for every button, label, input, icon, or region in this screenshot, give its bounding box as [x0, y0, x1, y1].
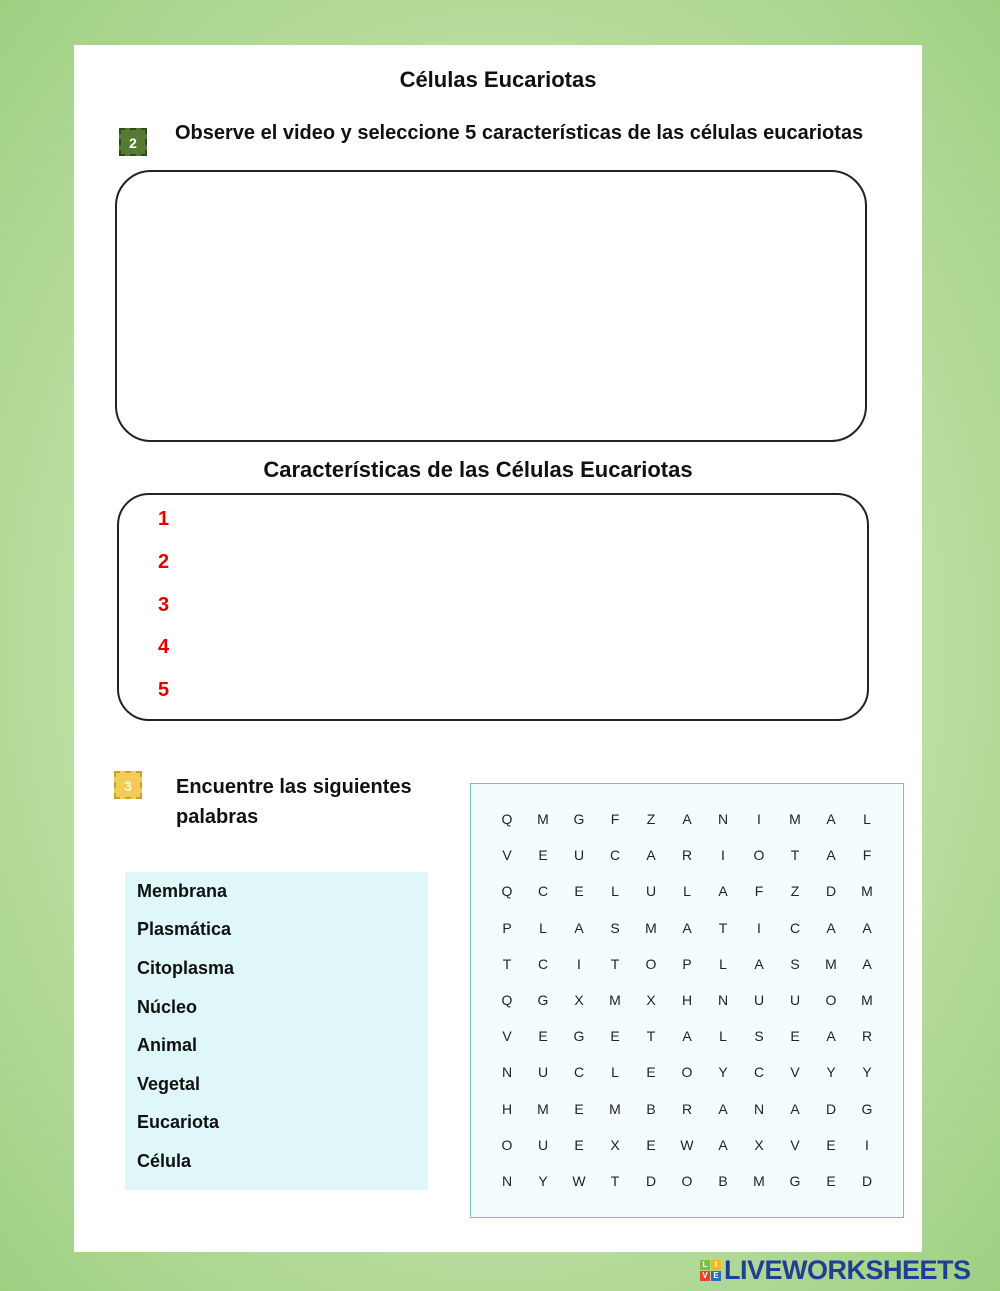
grid-letter[interactable]: U	[753, 992, 765, 1008]
grid-letter[interactable]: E	[826, 1136, 836, 1153]
liveworksheets-logo	[700, 1254, 971, 1286]
grid-letter[interactable]: E	[574, 883, 584, 900]
logo-mark-tile: L	[700, 1260, 710, 1270]
logo-text: LIVEWORKSHEETS	[724, 1254, 971, 1285]
grid-letter[interactable]: T	[790, 847, 800, 864]
grid-letter[interactable]: G	[861, 1100, 873, 1117]
word-list-item: Vegetal	[137, 1074, 201, 1094]
grid-letter[interactable]: I	[757, 919, 761, 936]
grid-letter[interactable]: T	[718, 919, 728, 936]
grid-letter[interactable]: E	[646, 1136, 656, 1153]
grid-letter[interactable]: O	[681, 1064, 693, 1081]
grid-letter[interactable]: N	[717, 811, 729, 827]
grid-letter[interactable]: D	[825, 883, 837, 900]
grid-letter[interactable]: E	[574, 1100, 584, 1117]
grid-letter[interactable]: O	[645, 955, 657, 972]
grid-letter[interactable]: Y	[826, 1064, 836, 1081]
grid-letter[interactable]: O	[825, 992, 837, 1008]
grid-letter[interactable]: C	[537, 955, 549, 972]
characteristics-list-box	[117, 493, 869, 721]
grid-letter[interactable]: M	[537, 1100, 549, 1117]
grid-letter[interactable]: T	[502, 955, 512, 972]
grid-letter[interactable]: A	[826, 811, 836, 827]
grid-letter[interactable]: D	[645, 1173, 657, 1189]
liveworksheets-mark-icon	[700, 1260, 721, 1281]
grid-letter[interactable]: V	[790, 1136, 800, 1153]
grid-letter[interactable]: A	[862, 955, 872, 972]
section-3-instruction: Encuentre las siguientes palabras	[176, 776, 412, 828]
grid-letter[interactable]: B	[718, 1173, 728, 1189]
grid-letter[interactable]: F	[610, 811, 620, 827]
grid-letter[interactable]: I	[757, 811, 761, 827]
grid-letter[interactable]: X	[574, 992, 584, 1008]
grid-letter[interactable]: N	[753, 1100, 765, 1117]
grid-letter[interactable]: T	[610, 955, 620, 972]
word-list-item: Núcleo	[137, 997, 198, 1017]
grid-letter[interactable]: C	[609, 847, 621, 864]
grid-letter[interactable]: P	[502, 919, 512, 936]
grid-letter[interactable]: C	[537, 883, 549, 900]
grid-letter[interactable]: F	[862, 847, 872, 864]
characteristic-number-1: 1	[158, 508, 170, 530]
grid-letter[interactable]: T	[646, 1028, 656, 1045]
characteristic-number-5: 5	[158, 679, 170, 701]
grid-letter[interactable]: N	[717, 992, 729, 1008]
grid-letter[interactable]: U	[789, 992, 801, 1008]
grid-letter[interactable]: H	[681, 992, 693, 1008]
word-list-item: Plasmática	[137, 919, 232, 939]
grid-letter[interactable]: A	[682, 919, 692, 936]
grid-letter[interactable]: M	[789, 811, 801, 827]
grid-letter[interactable]: A	[682, 1028, 692, 1045]
section-2-instruction: Observe el video y seleccione 5 características de las células eucariotas	[175, 122, 864, 144]
grid-letter[interactable]: M	[609, 1100, 621, 1117]
characteristic-number-3: 3	[158, 594, 170, 616]
grid-letter[interactable]: R	[681, 847, 693, 864]
grid-letter[interactable]: E	[826, 1173, 836, 1189]
grid-letter[interactable]: P	[682, 955, 692, 972]
grid-letter[interactable]: E	[538, 1028, 548, 1045]
characteristics-title: Características de las Células Eucariotas	[263, 457, 693, 482]
grid-letter[interactable]: L	[683, 883, 691, 900]
grid-letter[interactable]: A	[862, 919, 872, 936]
grid-letter[interactable]: A	[826, 847, 836, 864]
grid-letter[interactable]: C	[753, 1064, 765, 1081]
word-list-item: Membrana	[137, 881, 228, 901]
grid-letter[interactable]: D	[861, 1173, 873, 1189]
grid-letter[interactable]: Y	[862, 1064, 872, 1081]
grid-letter[interactable]: S	[610, 919, 620, 936]
grid-letter[interactable]: V	[790, 1064, 800, 1081]
grid-letter[interactable]: E	[538, 847, 548, 864]
grid-letter[interactable]: L	[611, 1064, 619, 1081]
word-list-item: Eucariota	[137, 1112, 220, 1132]
grid-letter[interactable]: R	[861, 1028, 873, 1045]
grid-letter[interactable]: L	[611, 883, 619, 900]
grid-letter[interactable]: A	[682, 811, 692, 827]
grid-letter[interactable]: A	[718, 883, 728, 900]
section-3-badge: 3	[114, 771, 142, 799]
grid-letter[interactable]: G	[789, 1173, 801, 1189]
grid-letter[interactable]: E	[646, 1064, 656, 1081]
word-list	[125, 872, 428, 1190]
page-title: Células Eucariotas	[399, 67, 597, 92]
grid-letter[interactable]: L	[539, 919, 547, 936]
grid-letter[interactable]: I	[577, 955, 581, 972]
worksheet-page	[74, 45, 922, 1252]
grid-letter[interactable]: A	[574, 919, 584, 936]
grid-letter[interactable]: G	[573, 811, 585, 827]
grid-letter[interactable]: V	[502, 1028, 512, 1045]
grid-letter[interactable]: A	[646, 847, 656, 864]
grid-letter[interactable]: U	[537, 1136, 549, 1153]
grid-letter[interactable]: N	[501, 1064, 513, 1081]
grid-letter[interactable]: M	[753, 1173, 765, 1189]
grid-letter[interactable]: Z	[646, 811, 656, 827]
grid-letter[interactable]: U	[645, 883, 657, 900]
section-2-badge: 2	[119, 128, 147, 156]
grid-letter[interactable]: L	[719, 1028, 727, 1045]
grid-letter[interactable]: X	[646, 992, 656, 1008]
logo-mark-tile: V	[700, 1271, 710, 1281]
grid-letter[interactable]: A	[826, 1028, 836, 1045]
grid-letter[interactable]: H	[501, 1100, 513, 1117]
characteristic-number-2: 2	[158, 551, 170, 573]
word-list-item: Célula	[137, 1151, 192, 1171]
grid-letter[interactable]: C	[789, 919, 801, 936]
grid-letter[interactable]: M	[861, 992, 873, 1008]
word-list-item: Citoplasma	[137, 958, 235, 978]
grid-letter[interactable]: X	[610, 1136, 620, 1153]
grid-letter[interactable]: A	[754, 955, 764, 972]
characteristic-number-4: 4	[158, 636, 170, 658]
grid-letter[interactable]: M	[537, 811, 549, 827]
grid-letter[interactable]: A	[790, 1100, 800, 1117]
grid-letter[interactable]: W	[680, 1136, 694, 1153]
grid-letter[interactable]: U	[573, 847, 585, 864]
grid-letter[interactable]: S	[790, 955, 800, 972]
grid-letter[interactable]: G	[573, 1028, 585, 1045]
grid-letter[interactable]: M	[645, 919, 657, 936]
logo-mark-tile: I	[711, 1260, 721, 1270]
grid-letter[interactable]: O	[681, 1173, 693, 1189]
grid-letter[interactable]: W	[572, 1173, 586, 1189]
grid-letter[interactable]: M	[609, 992, 621, 1008]
grid-letter[interactable]: B	[646, 1100, 656, 1117]
grid-letter[interactable]: Q	[501, 811, 513, 827]
grid-letter[interactable]: S	[754, 1028, 764, 1045]
grid-letter[interactable]: G	[537, 992, 549, 1008]
grid-letter[interactable]: U	[537, 1064, 549, 1081]
grid-letter[interactable]: A	[718, 1136, 728, 1153]
word-search-grid[interactable]	[470, 783, 904, 1218]
grid-letter[interactable]: I	[865, 1136, 869, 1153]
grid-letter[interactable]: Q	[501, 883, 513, 900]
grid-letter[interactable]: M	[861, 883, 873, 900]
grid-letter[interactable]: N	[501, 1173, 513, 1189]
grid-letter[interactable]: R	[681, 1100, 693, 1117]
logo-mark-tile: E	[711, 1271, 721, 1281]
grid-letter[interactable]: T	[610, 1173, 620, 1189]
grid-letter[interactable]: E	[574, 1136, 584, 1153]
grid-letter[interactable]: Z	[790, 883, 800, 900]
grid-letter[interactable]: Q	[501, 992, 513, 1008]
grid-letter[interactable]: A	[826, 919, 836, 936]
grid-letter[interactable]: F	[754, 883, 764, 900]
grid-letter[interactable]: C	[573, 1064, 585, 1081]
grid-letter[interactable]: E	[610, 1028, 620, 1045]
grid-letter[interactable]: E	[790, 1028, 800, 1045]
grid-letter[interactable]: Y	[718, 1064, 728, 1081]
word-list-item: Animal	[137, 1035, 198, 1055]
grid-letter[interactable]: V	[502, 847, 512, 864]
grid-letter[interactable]: O	[753, 847, 765, 864]
grid-letter[interactable]: M	[825, 955, 837, 972]
grid-letter[interactable]: L	[863, 811, 871, 827]
grid-letter[interactable]: L	[719, 955, 727, 972]
grid-letter[interactable]: X	[754, 1136, 764, 1153]
grid-letter[interactable]: O	[501, 1136, 513, 1153]
grid-letter[interactable]: A	[718, 1100, 728, 1117]
video-answer-box[interactable]	[115, 170, 867, 442]
grid-letter[interactable]: I	[721, 847, 725, 864]
grid-letter[interactable]: Y	[538, 1173, 548, 1189]
grid-letter[interactable]: D	[825, 1100, 837, 1117]
